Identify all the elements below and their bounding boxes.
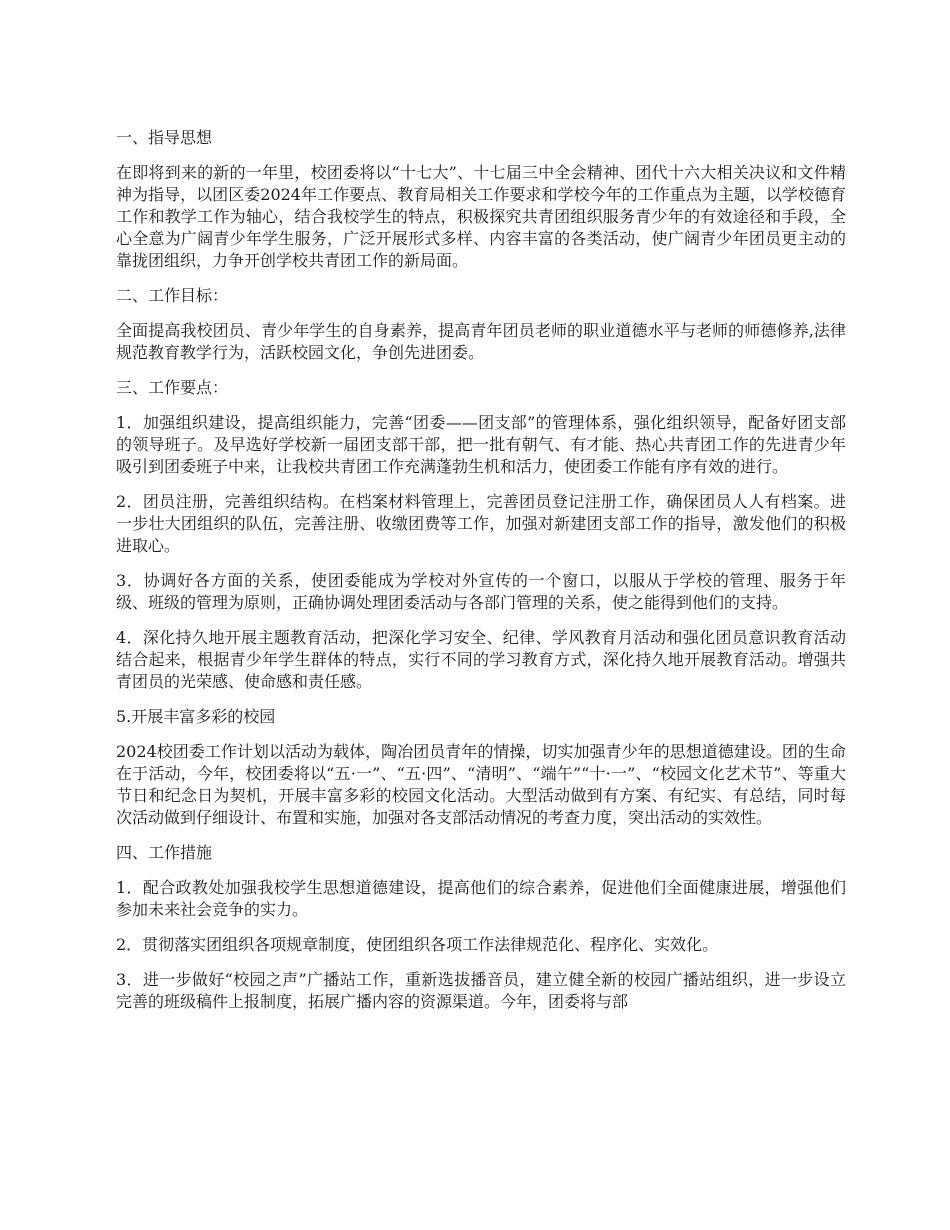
guiding-thought-paragraph: 在即将到来的新的一年里，校团委将以“十七大”、十七届三中全会精神、团代十六大相关决议和文件精神为指导，以团区委2024年工作要点、教育局相关工作要求和学校今年的工作重点为主题，以学校德育工作和教学工作为轴心，结合我校学生的特点，积极探究共青团组织服务青少年的有效途径和手段，全心全意为广阔青少年学生服务，广泛开展形式多样、内容丰富的各类活动，使广阔青少年团员更主动的靠拢团组织，力争开创学校共青团工作的新局面。 (116, 163, 846, 270)
section-heading-work-goals: 二、工作目标： (116, 286, 229, 305)
document-body (116, 127, 846, 1026)
work-goals-paragraph: 全面提高我校团员、青少年学生的自身素养，提高青年团员老师的职业道德水平与老师的师德修养,法律规范教育教学行为，活跃校园文化，争创先进团委。 (116, 321, 846, 362)
measure-3: 3．进一步做好“校园之声”广播站工作，重新选拔播音员，建立健全新的校园广播站组织，进一步设立完善的班级稿件上报制度，拓展广播内容的资源渠道。今年，团委将与部 (116, 970, 846, 1011)
measure-2: 2．贯彻落实团组织各项规章制度，使团组织各项工作法律规范化、程序化、实效化。 (116, 935, 719, 954)
section-heading-guiding-thought: 一、指导思想 (116, 128, 213, 147)
work-point-5-title: 5.开展丰富多彩的校园 (116, 707, 276, 726)
work-point-5-paragraph: 2024校团委工作计划以活动为载体，陶冶团员青年的情操，切实加强青少年的思想道德建设。团的生命在于活动，今年，校团委将以“五·一”、“五·四”、“清明”、“端午”“十·一”、“校园文化艺术节”、等重大节日和纪念日为契机，开展丰富多彩的校园文化活动。大型活动做到有方案、有纪实、有总结，同时每次活动做到仔细设计、布置和实施，加强对各支部活动情况的考查力度，突出活动的实效性。 (116, 742, 846, 827)
work-point-1: 1．加强组织建设，提高组织能力，完善“团委——团支部”的管理体系，强化组织领导，配备好团支部的领导班子。及早选好学校新一届团支部干部，把一批有朝气、有才能、热心共青团工作的先进青少年吸引到团委班子中来，让我校共青团工作充满蓬勃生机和活力，使团委工作能有序有效的进行。 (116, 413, 846, 476)
section-heading-measures: 四、工作措施 (116, 843, 213, 862)
work-point-3: 3．协调好各方面的关系，使团委能成为学校对外宣传的一个窗口，以服从于学校的管理、服务于年级、班级的管理为原则，正确协调处理团委活动与各部门管理的关系，使之能得到他们的支持。 (116, 571, 846, 612)
measure-1: 1．配合政教处加强我校学生思想道德建设，提高他们的综合素养，促进他们全面健康进展，增强他们参加未来社会竞争的实力。 (116, 878, 846, 919)
section-heading-work-points: 三、工作要点： (116, 378, 229, 397)
work-point-4: 4．深化持久地开展主题教育活动，把深化学习安全、纪律、学风教育月活动和强化团员意识教育活动结合起来，根据青少年学生群体的特点，实行不同的学习教育方式，深化持久地开展教育活动。增强共青团员的光荣感、使命感和责任感。 (116, 628, 846, 691)
work-point-2: 2．团员注册，完善组织结构。在档案材料管理上，完善团员登记注册工作，确保团员人人有档案。进一步壮大团组织的队伍，完善注册、收缴团费等工作，加强对新建团支部工作的指导，激发他们的积极进取心。 (116, 492, 846, 555)
